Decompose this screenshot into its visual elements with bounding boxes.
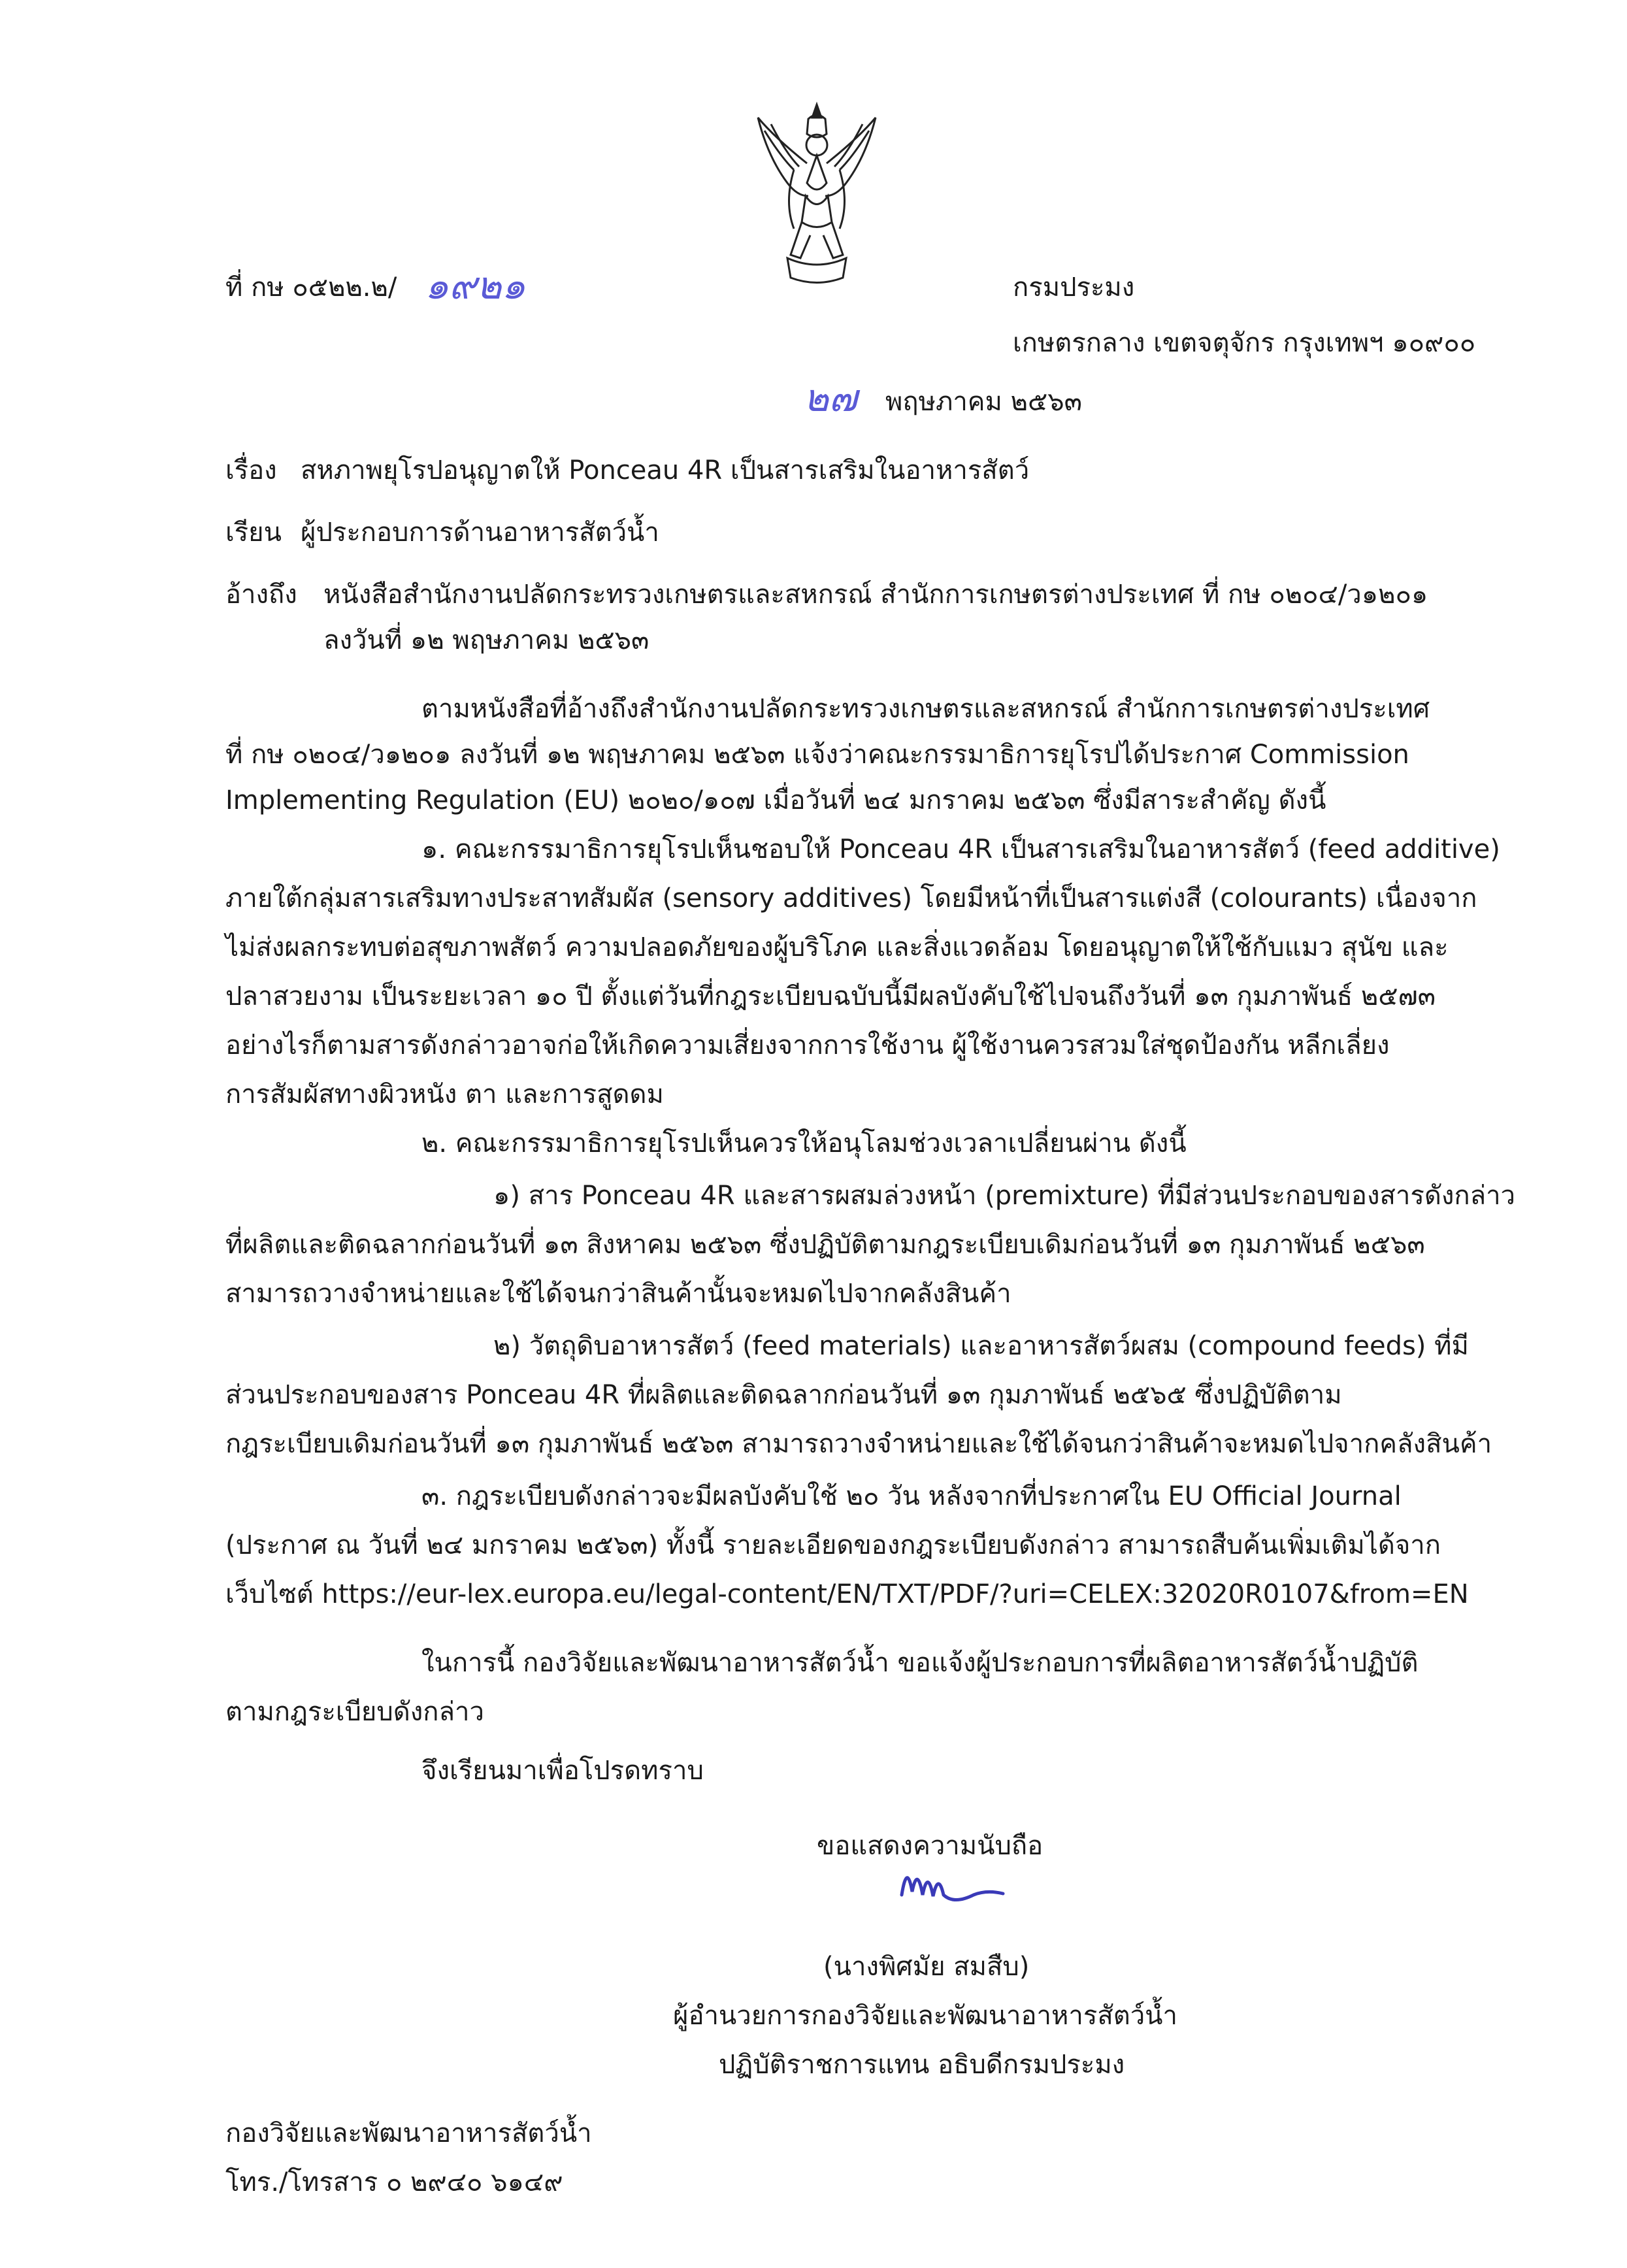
date-month-year: พฤษภาคม ๒๕๖๓: [885, 387, 1082, 417]
body-line: ในการนี้ กองวิจัยและพัฒนาอาหารสัตว์น้ำ ขอแจ้งผู้ประกอบการที่ผลิตอาหารสัตว์น้ำปฏิบัติ: [421, 1648, 1419, 1678]
body-line: ๑) สาร Ponceau 4R และสารผสมล่วงหน้า (premixture) ที่มีส่วนประกอบของสารดังกล่าว: [493, 1181, 1516, 1211]
signatory-title: ผู้อำนวยการกองวิจัยและพัฒนาอาหารสัตว์น้ำ: [673, 2001, 1177, 2031]
body-line: อย่างไรก็ตามสารดังกล่าวอาจก่อให้เกิดความเสี่ยงจากการใช้งาน ผู้ใช้งานควรสวมใส่ชุดป้องกัน หลีกเลี่ยง: [225, 1030, 1390, 1060]
body-line: ตามหนังสือที่อ้างถึงสำนักงานปลัดกระทรวงเกษตรและสหกรณ์ สำนักการเกษตรต่างประเทศ: [421, 694, 1430, 724]
reference-number-handwritten: ๑๙๒๑: [425, 263, 526, 308]
salutation-label: เรียน: [225, 518, 282, 548]
organization-name: กรมประมง: [1013, 272, 1135, 303]
body-line: ๓. กฎระเบียบดังกล่าวจะมีผลบังคับใช้ ๒๐ วัน หลังจากที่ประกาศใน EU Official Journal: [421, 1481, 1402, 1511]
body-line: Implementing Regulation (EU) ๒๐๒๐/๑๐๗ เมื่อวันที่ ๒๔ มกราคม ๒๕๖๓ ซึ่งมีสาระสำคัญ ดังนี้: [225, 785, 1326, 815]
body-line: กฎระเบียบเดิมก่อนวันที่ ๑๓ กุมภาพันธ์ ๒๕๖๓ สามารถวางจำหน่ายและใช้ได้จนกว่าสินค้าจะหมดไปจากคลังสินค้า: [225, 1429, 1492, 1459]
regards-text: ขอแสดงความนับถือ: [817, 1831, 1044, 1861]
body-line: ไม่ส่งผลกระทบต่อสุขภาพสัตว์ ความปลอดภัยของผู้บริโภค และสิ่งแวดล้อม โดยอนุญาตให้ใช้กับแมว สุนัข และ: [225, 932, 1449, 962]
signatory-title: ปฏิบัติราชการแทน อธิบดีกรมประมง: [719, 2050, 1125, 2080]
body-line: ส่วนประกอบของสาร Ponceau 4R ที่ผลิตและติดฉลากก่อนวันที่ ๑๓ กุมภาพันธ์ ๒๕๖๕ ซึ่งปฏิบัติตาม: [225, 1380, 1342, 1410]
organization-address: เกษตรกลาง เขตจตุจักร กรุงเทพฯ ๑๐๙๐๐: [1013, 328, 1476, 358]
salutation-text: ผู้ประกอบการด้านอาหารสัตว์น้ำ: [301, 518, 659, 548]
body-line: ๑. คณะกรรมาธิการยุโรปเห็นชอบให้ Ponceau 4R เป็นสารเสริมในอาหารสัตว์ (feed additive): [421, 834, 1500, 864]
website-url-line[interactable]: เว็บไซต์ https://eur-lex.europa.eu/legal-content/EN/TXT/PDF/?uri=CELEX:32020R0107&from=EN: [225, 1579, 1469, 1609]
body-line: สามารถวางจำหน่ายและใช้ได้จนกว่าสินค้านั้นจะหมดไปจากคลังสินค้า: [225, 1279, 1011, 1309]
body-line: การสัมผัสทางผิวหนัง ตา และการสูดดม: [225, 1079, 664, 1109]
subject-text: สหภาพยุโรปอนุญาตให้ Ponceau 4R เป็นสารเสริมในอาหารสัตว์: [301, 455, 1030, 485]
body-line: ตามกฎระเบียบดังกล่าว: [225, 1697, 484, 1727]
reference-label: อ้างถึง: [225, 580, 297, 610]
body-line: ๒) วัตถุดิบอาหารสัตว์ (feed materials) และอาหารสัตว์ผสม (compound feeds) ที่มี: [493, 1331, 1469, 1361]
date-day-handwritten: ๒๗: [804, 376, 857, 420]
body-line: ภายใต้กลุ่มสารเสริมทางประสาทสัมผัส (sensory additives) โดยมีหน้าที่เป็นสารแต่งสี (colourants) เนื่องจาก: [225, 883, 1477, 913]
reference-line: หนังสือสำนักงานปลัดกระทรวงเกษตรและสหกรณ์ สำนักการเกษตรต่างประเทศ ที่ กษ ๐๒๐๔/ว๑๒๐๑: [323, 580, 1428, 610]
signatory-name: (นางพิศมัย สมสืบ): [823, 1952, 1030, 1982]
closing-line: จึงเรียนมาเพื่อโปรดทราบ: [421, 1756, 704, 1786]
garuda-emblem-icon: [748, 98, 885, 294]
subject-label: เรื่อง: [225, 455, 277, 485]
body-line: ที่ กษ ๐๒๐๔/ว๑๒๐๑ ลงวันที่ ๑๒ พฤษภาคม ๒๕๖๓ แจ้งว่าคณะกรรมาธิการยุโรปได้ประกาศ Commission: [225, 740, 1409, 770]
body-line: (ประกาศ ณ วันที่ ๒๔ มกราคม ๒๕๖๓) ทั้งนี้ รายละเอียดของกฎระเบียบดังกล่าว สามารถสืบค้นเพิ่มเติมได้จาก: [225, 1530, 1441, 1560]
body-line: ที่ผลิตและติดฉลากก่อนวันที่ ๑๓ สิงหาคม ๒๕๖๓ ซึ่งปฏิบัติตามกฎระเบียบเดิมก่อนวันที่ ๑๓ กุมภาพันธ์ ๒๕๖๓: [225, 1230, 1425, 1260]
body-line: ๒. คณะกรรมาธิการยุโรปเห็นควรให้อนุโลมช่วงเวลาเปลี่ยนผ่าน ดังนี้: [421, 1128, 1187, 1159]
reference-number: ที่ กษ ๐๕๒๒.๒/: [225, 272, 397, 303]
footer-division: กองวิจัยและพัฒนาอาหารสัตว์น้ำ: [225, 2118, 592, 2148]
reference-line: ลงวันที่ ๑๒ พฤษภาคม ๒๕๖๓: [323, 625, 649, 655]
handwritten-signature-icon: [895, 1856, 1013, 1921]
footer-phone: โทร./โทรสาร ๐ ๒๙๔๐ ๖๑๔๙: [225, 2167, 563, 2197]
body-line: ปลาสวยงาม เป็นระยะเวลา ๑๐ ปี ตั้งแต่วันที่กฎระเบียบฉบับนี้มีผลบังคับใช้ไปจนถึงวันที่ ๑๓ กุมภาพันธ์ ๒๕๗๓: [225, 981, 1436, 1011]
